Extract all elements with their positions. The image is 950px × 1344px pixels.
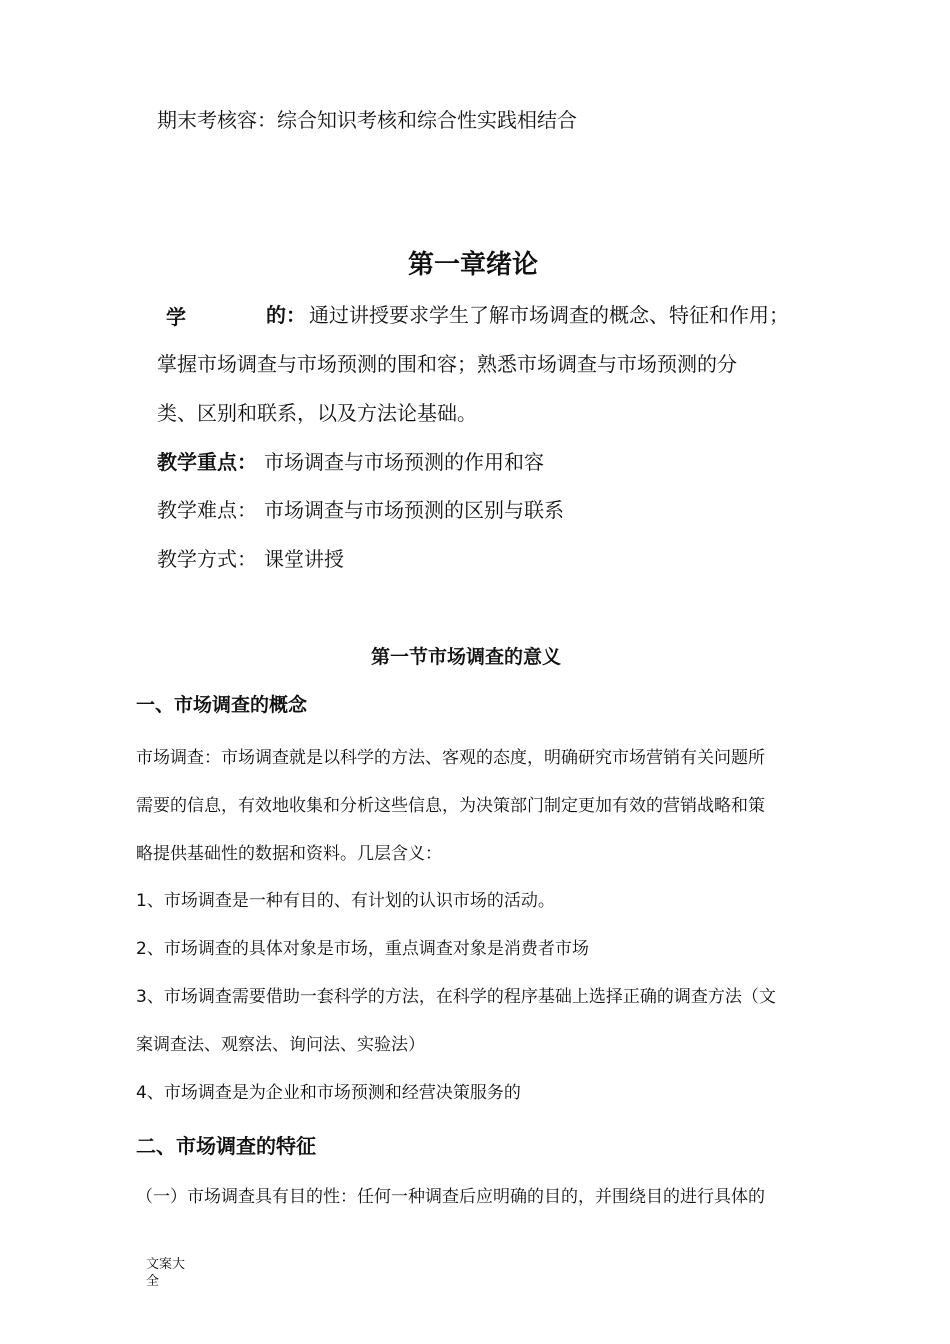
footer-line-1: 文案大 <box>146 1257 186 1272</box>
list-item-2: 2、市场调查的具体对象是市场，重点调查对象是消费者市场 <box>136 939 589 959</box>
key-points-label: 教学重点： <box>157 450 257 474</box>
key-points-text: 市场调查与市场预测的作用和容 <box>264 450 544 474</box>
exam-line: 期末考核容：综合知识考核和综合性实践相结合 <box>157 108 577 132</box>
list-item-3-line-2: 案调查法、观察法、询问法、实验法） <box>136 1035 425 1055</box>
definition-line-3: 略提供基础性的数据和资料。几层含义： <box>136 844 442 864</box>
definition-line-2: 需要的信息，有效地收集和分析这些信息，为决策部门制定更加有效的营销战略和策 <box>136 796 765 816</box>
objective-line-3: 类、区别和联系，以及方法论基础。 <box>157 401 477 425</box>
section-title: 第一节市场调查的意义 <box>371 646 562 668</box>
objective-line-2: 掌握市场调查与市场预测的围和容；熟悉市场调查与市场预测的分 <box>157 352 737 376</box>
objective-text: 通过讲授要求学生了解市场调查的概念、特征和作用； <box>309 303 789 327</box>
definition-line-1: 市场调查：市场调查就是以科学的方法、客观的态度，明确研究市场营销有关问题所 <box>136 748 765 768</box>
footer-text <box>146 1256 185 1290</box>
list-item-1: 1、市场调查是一种有目的、有计划的认识市场的活动。 <box>136 891 555 911</box>
chapter-title: 第一章绪论 <box>408 250 539 280</box>
heading-features: 二、市场调查的特征 <box>136 1134 316 1158</box>
list-item-4: 4、市场调查是为企业和市场预测和经营决策服务的 <box>136 1083 521 1103</box>
feature-line-1: （一）市场调查具有目的性：任何一种调查后应明确的目的，并围绕目的进行具体的 <box>136 1187 765 1207</box>
footer-line-2: 全 <box>146 1274 160 1289</box>
objective-label-2: 的： <box>266 303 306 327</box>
objective-label-1: 学 <box>166 305 186 329</box>
heading-concept: 一、市场调查的概念 <box>136 694 308 716</box>
list-item-3-line-1: 3、市场调查需要借助一套科学的方法，在科学的程序基础上选择正确的调查方法（文 <box>136 987 776 1007</box>
method-label: 教学方式： <box>157 547 257 571</box>
difficulty-label: 教学难点： <box>157 498 257 522</box>
difficulty-text: 市场调查与市场预测的区别与联系 <box>264 498 564 522</box>
method-text: 课堂讲授 <box>264 547 344 571</box>
